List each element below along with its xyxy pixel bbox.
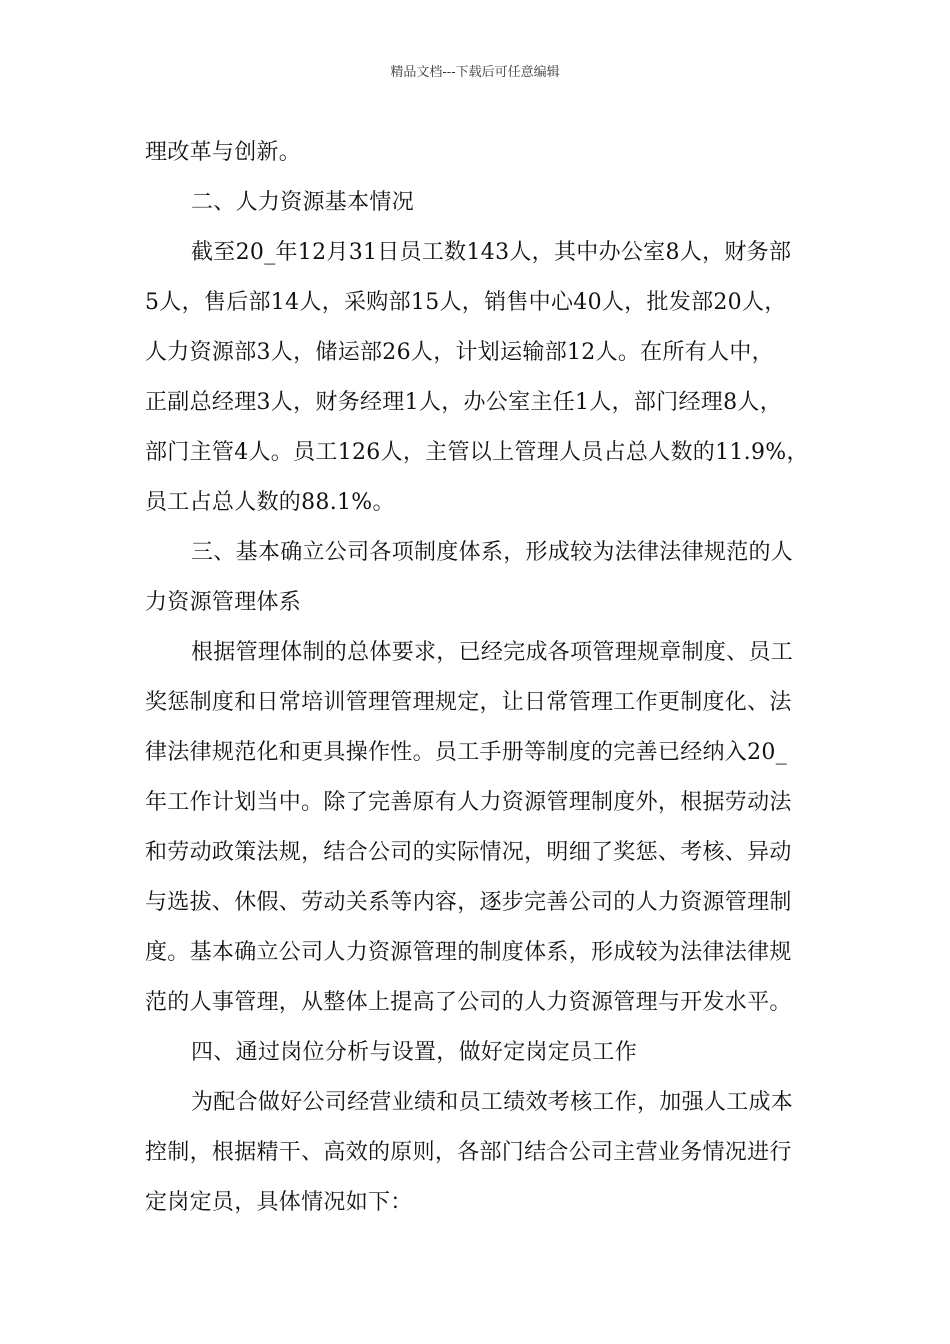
paragraph-line: 理改革与创新。 — [145, 140, 302, 165]
paragraph-line: 奖惩制度和日常培训管理管理规定，让日常管理工作更制度化、法 — [145, 690, 792, 715]
page-header: 精品文档---下载后可任意编辑 — [390, 65, 560, 80]
paragraph-line: 度。基本确立公司人力资源管理的制度体系，形成较为法律法律规 — [145, 940, 792, 965]
section-heading-3-cont: 力资源管理体系 — [145, 590, 302, 615]
paragraph-line: 控制，根据精干、高效的原则，各部门结合公司主营业务情况进行 — [145, 1140, 792, 1165]
paragraph-line: 根据管理体制的总体要求，已经完成各项管理规章制度、员工 — [191, 640, 794, 665]
section-heading-2: 二、人力资源基本情况 — [191, 190, 415, 215]
paragraph-line: 人力资源部3人，储运部26人，计划运输部12人。在所有人中， — [145, 340, 774, 365]
paragraph-line: 正副总经理3人，财务经理1人，办公室主任1人，部门经理8人， — [145, 390, 782, 415]
paragraph-line: 5人，售后部14人，采购部15人，销售中心40人，批发部20人， — [145, 290, 787, 315]
document-body — [145, 128, 811, 1228]
paragraph-line: 年工作计划当中。除了完善原有人力资源管理制度外，根据劳动法 — [145, 790, 792, 815]
paragraph-line: 员工占总人数的88.1%。 — [145, 490, 395, 515]
section-heading-3: 三、基本确立公司各项制度体系，形成较为法律法律规范的人 — [191, 540, 794, 565]
section-heading-4: 四、通过岗位分析与设置，做好定岗定员工作 — [191, 1040, 638, 1065]
paragraph-line: 截至20_年12月31日员工数143人，其中办公室8人，财务部 — [191, 240, 792, 265]
paragraph-line: 律法律规范化和更具操作性。员工手册等制度的完善已经纳入20_ — [145, 740, 787, 765]
paragraph-line: 部门主管4人。员工126人，主管以上管理人员占总人数的11.9%， — [145, 440, 809, 465]
paragraph-line: 和劳动政策法规，结合公司的实际情况，明细了奖惩、考核、异动 — [145, 840, 792, 865]
paragraph-line: 为配合做好公司经营业绩和员工绩效考核工作，加强人工成本 — [191, 1090, 794, 1115]
paragraph-line: 定岗定员，具体情况如下： — [145, 1190, 413, 1215]
paragraph-line: 与选拔、休假、劳动关系等内容，逐步完善公司的人力资源管理制 — [145, 890, 792, 915]
paragraph-line: 范的人事管理，从整体上提高了公司的人力资源管理与开发水平。 — [145, 990, 792, 1015]
